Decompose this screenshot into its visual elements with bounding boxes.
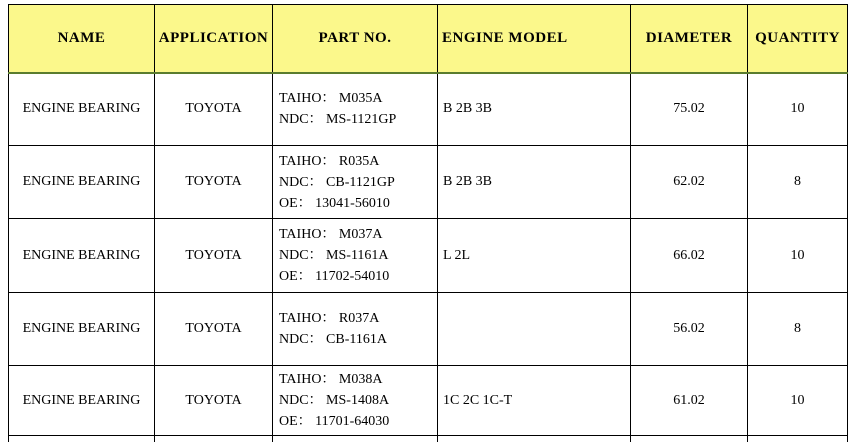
diameter-cell — [631, 436, 748, 442]
quantity-cell: 10 — [748, 73, 848, 146]
part-no-cell — [273, 293, 438, 366]
quantity-cell — [748, 436, 848, 442]
quantity-cell: 8 — [748, 293, 848, 366]
diameter-cell: 66.02 — [631, 219, 748, 293]
part-no-line: OE： 11701-64030 — [279, 414, 390, 429]
engine-model-cell — [438, 436, 631, 442]
part-no-line: NDC： MS-1121GP — [279, 112, 397, 128]
engine-model-cell: 1C 2C 1C-T — [438, 366, 631, 436]
part-no-cell — [273, 366, 438, 436]
header-row — [9, 5, 848, 73]
part-no-cell — [273, 73, 438, 146]
quantity-cell: 10 — [748, 219, 848, 293]
column-header-name: NAME — [9, 5, 155, 73]
application-cell: TOYOTA — [155, 73, 273, 146]
table-row — [9, 366, 848, 436]
column-header-part-no: PART NO. — [273, 5, 438, 73]
part-no-line: TAIHO： M035A — [279, 91, 383, 107]
parts-table — [8, 4, 848, 442]
name-cell: ENGINE BEARING — [9, 293, 155, 366]
engine-model-cell: B 2B 3B — [438, 146, 631, 219]
name-cell: ENGINE BEARING — [9, 366, 155, 436]
quantity-cell: 10 — [748, 366, 848, 436]
application-cell: TOYOTA — [155, 366, 273, 436]
part-no-cell — [273, 146, 438, 219]
diameter-cell: 75.02 — [631, 73, 748, 146]
name-cell: ENGINE BEARING — [9, 219, 155, 293]
part-no-line: NDC： MS-1161A — [279, 248, 389, 263]
name-cell — [9, 436, 155, 442]
diameter-cell: 56.02 — [631, 293, 748, 366]
table-row-partial — [9, 436, 848, 442]
part-no-line: NDC： CB-1161A — [279, 332, 387, 347]
part-no-line: NDC： CB-1121GP — [279, 174, 395, 190]
column-header-application: APPLICATION — [155, 5, 273, 73]
table-row — [9, 293, 848, 366]
part-no-line: TAIHO： R035A — [279, 153, 380, 169]
part-no-cell — [273, 219, 438, 293]
quantity-cell: 8 — [748, 146, 848, 219]
column-header-quantity: QUANTITY — [748, 5, 848, 73]
diameter-cell: 61.02 — [631, 366, 748, 436]
name-cell: ENGINE BEARING — [9, 73, 155, 146]
part-no-line: TAIHO： R037A — [279, 311, 380, 326]
part-no-line: TAIHO： M037A — [279, 227, 383, 242]
parts-table-container — [8, 4, 847, 442]
name-cell: ENGINE BEARING — [9, 146, 155, 219]
part-no-line: OE： 11702-54010 — [279, 269, 390, 284]
application-cell: TOYOTA — [155, 293, 273, 366]
engine-model-cell — [438, 293, 631, 366]
table-row — [9, 73, 848, 146]
application-cell: TOYOTA — [155, 219, 273, 293]
part-no-cell — [273, 436, 438, 442]
engine-model-cell: B 2B 3B — [438, 73, 631, 146]
diameter-cell: 62.02 — [631, 146, 748, 219]
table-row — [9, 219, 848, 293]
engine-model-cell: L 2L — [438, 219, 631, 293]
part-no-line: OE： 13041-56010 — [279, 195, 390, 211]
application-cell — [155, 436, 273, 442]
part-no-line: NDC： MS-1408A — [279, 393, 390, 408]
table-row — [9, 146, 848, 219]
application-cell: TOYOTA — [155, 146, 273, 219]
column-header-diameter: DIAMETER — [631, 5, 748, 73]
part-no-line: TAIHO： M038A — [279, 372, 383, 387]
column-header-engine-model: ENGINE MODEL — [438, 5, 631, 73]
